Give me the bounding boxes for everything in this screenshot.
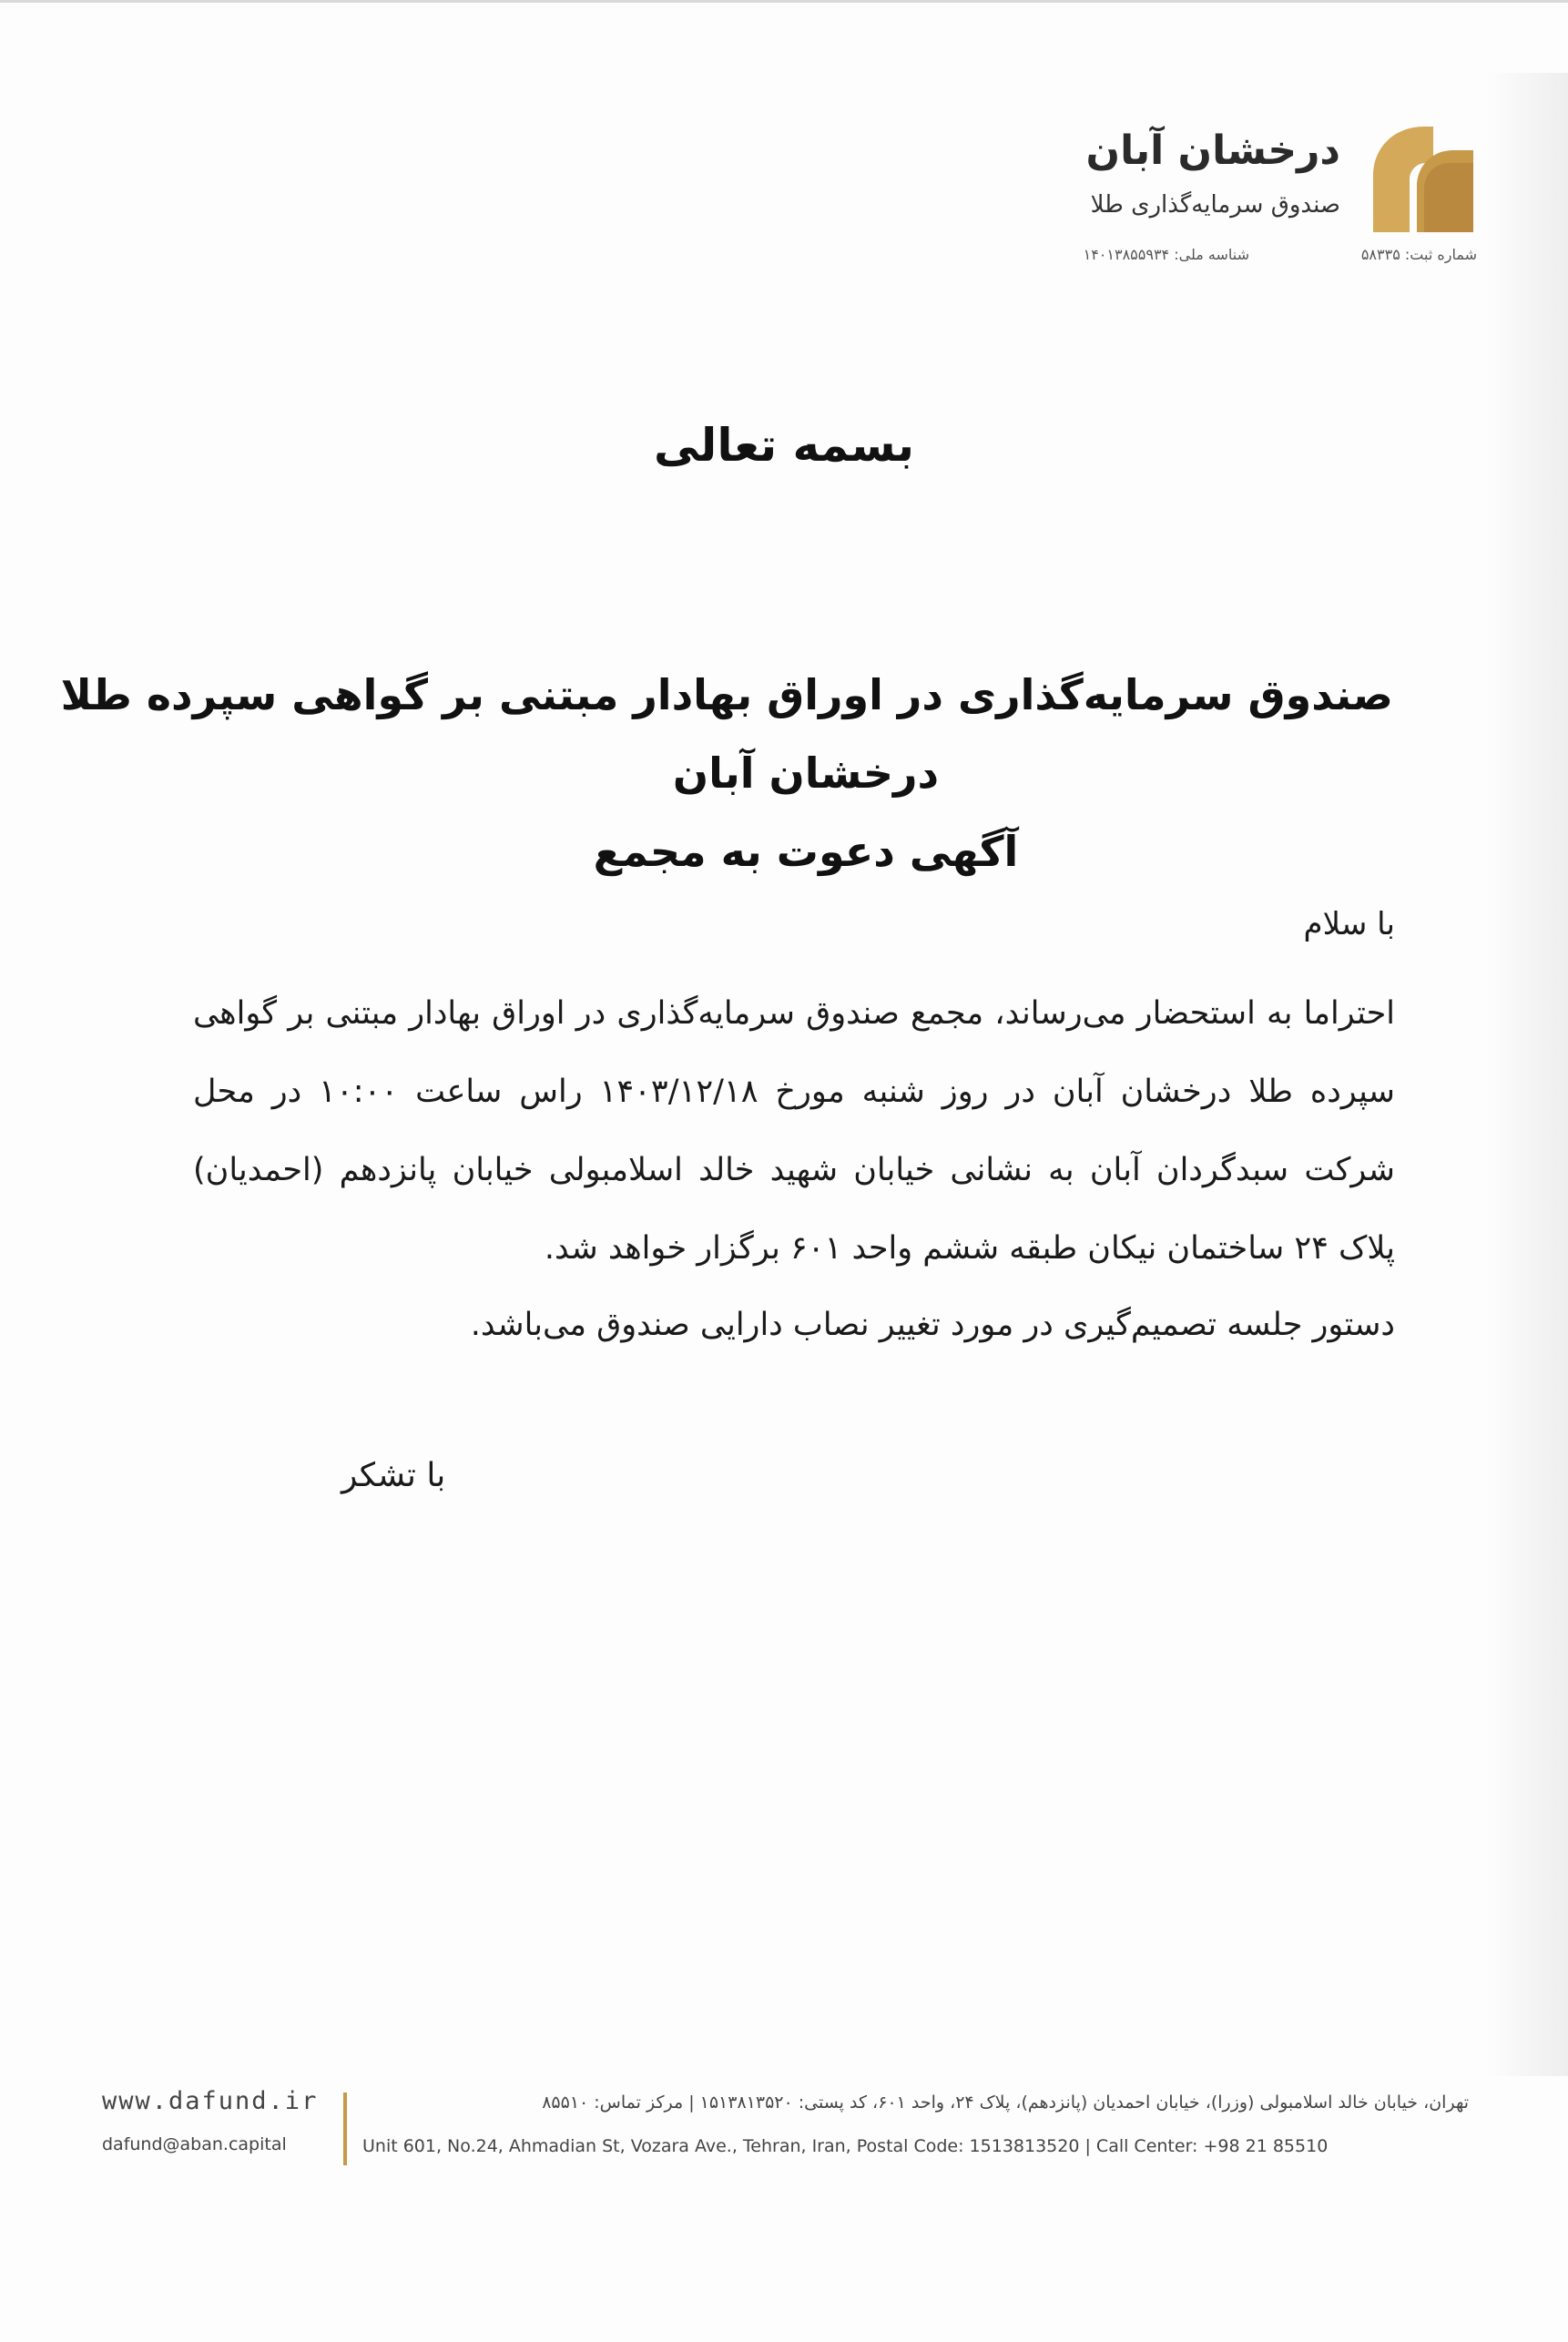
registration-row — [1003, 246, 1477, 271]
national-id: شناسه ملی: ۱۴۰۱۳۸۵۵۹۳۴ — [1083, 246, 1249, 263]
footer-divider — [343, 2093, 347, 2165]
scan-top-edge — [0, 0, 1568, 3]
footer-address-fa: تهران، خیابان خالد اسلامبولی (وزرا)، خیابان احمدیان (پانزدهم)، پلاک ۲۴، واحد ۶۰۱، کد پستی: ۱۵۱۳۸۱۳۵۲۰ | مرکز تماس: ۸۵۵۱۰ — [542, 2093, 1469, 2113]
title-line-brand: درخشان آبان — [672, 748, 940, 798]
footer-address-en: Unit 601, No.24, Ahmadian St, Vozara Ave., Tehran, Iran, Postal Code: 1513813520 | Call Center: +98 21 85510 — [362, 2136, 1329, 2156]
brand-name: درخشان آبان — [1085, 127, 1340, 174]
footer-address — [362, 2087, 1469, 2169]
brand-subtitle: صندوق سرمایه‌گذاری طلا — [1090, 191, 1340, 219]
gold-arch-logo-icon — [1369, 123, 1477, 232]
notice-paragraph: احتراما به استحضار می‌رساند، مجمع صندوق سرمایه‌گذاری در اوراق بهادار مبتنی بر گواهی سپرده طلا درخشان آبان در روز شنبه مورخ ۱۴۰۳/۱۲/۱۸ راس ساعت ۱۰:۰۰ در محل شرکت سبدگردان آبان به نشانی خیابان شهید خالد اسلامبولی خیابان پانزدهم (احمدیان) پلاک ۲۴ ساختمان نیکان طبقه ششم واحد ۶۰۱ برگزار خواهد شد. — [193, 995, 1395, 1267]
greeting: با سلام — [1303, 906, 1395, 942]
letterhead — [1003, 109, 1477, 273]
footer-email-link[interactable]: dafund@aban.capital — [102, 2134, 287, 2154]
notice-title — [60, 656, 1393, 891]
title-line-notice: آگهی دعوت به مجمع — [593, 827, 1019, 876]
agenda-line: دستور جلسه تصمیم‌گیری در مورد تغییر نصاب دارایی صندوق می‌باشد. — [470, 1307, 1395, 1343]
title-line-fund-name: صندوق سرمایه‌گذاری در اوراق بهادار مبتنی بر گواهی سپرده طلا — [60, 670, 1393, 719]
scan-shadow — [1486, 73, 1568, 2076]
registration-number: شماره ثبت: ۵۸۳۳۵ — [1360, 246, 1477, 263]
footer-website-link[interactable]: www.dafund.ir — [102, 2087, 319, 2115]
basmala-heading: بسمه تعالی — [653, 419, 915, 472]
closing-thanks: با تشکر — [341, 1457, 446, 1494]
footer-contact — [98, 2087, 335, 2169]
